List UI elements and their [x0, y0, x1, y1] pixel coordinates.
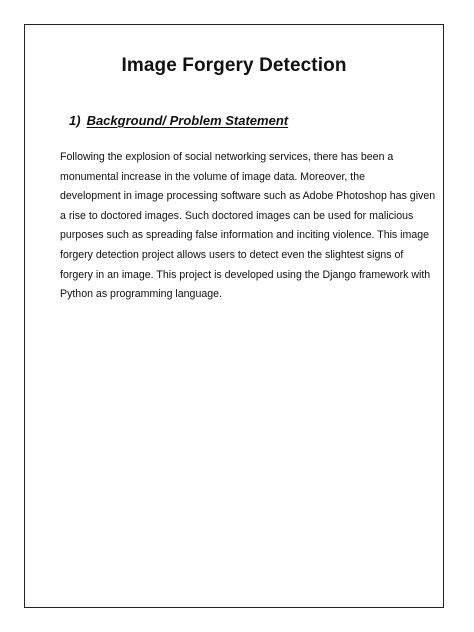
section-heading-label: Background/ Problem Statement [86, 113, 289, 128]
paragraph-line: purposes such as spreading false information and inciting violence. This image [60, 229, 430, 242]
background-paragraph [60, 148, 436, 305]
paragraph-line: monumental increase in the volume of image data. Moreover, the [60, 170, 366, 183]
document-title: Image Forgery Detection [121, 55, 347, 76]
paragraph-line: Python as programming language. [60, 288, 222, 301]
section-number: 1) [69, 113, 81, 128]
paragraph-line: forgery in an image. This project is developed using the Django framework with [60, 268, 431, 281]
paragraph-line: development in image processing software such as Adobe Photoshop has given [60, 190, 436, 203]
section-heading [69, 112, 288, 130]
paragraph-line: forgery detection project allows users to detect even the slightest signs of [60, 248, 404, 261]
paragraph-line: Following the explosion of social networking services, there has been a [60, 151, 394, 163]
paragraph-line: a rise to doctored images. Such doctored images can be used for malicious [60, 209, 414, 222]
